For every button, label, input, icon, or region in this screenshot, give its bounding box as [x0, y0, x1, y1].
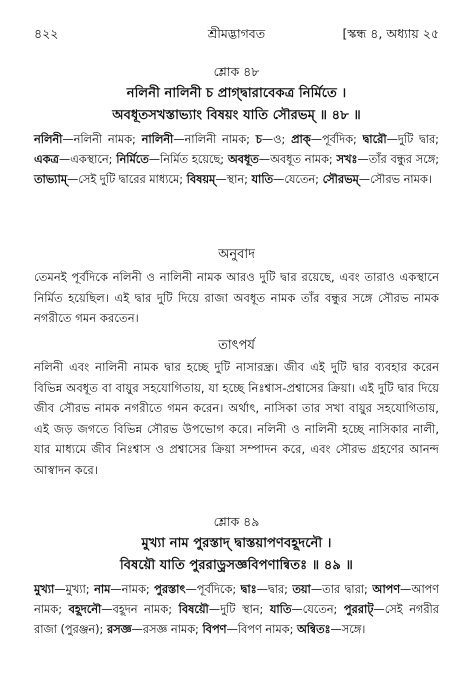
- translation-heading: অনুবাদ: [218, 247, 255, 262]
- chapter-reference: [স্কন্ধ ৪, অধ্যায় ২৫: [342, 26, 439, 41]
- synonym-meaning: —নামক;: [110, 583, 155, 596]
- synonym-meaning: —একস্থানে;: [58, 153, 117, 166]
- synonym-term: পুররাট্‌: [343, 603, 374, 616]
- synonym-term: বিপণ: [202, 623, 227, 636]
- synonym-meaning: —সঙ্গে।: [330, 623, 366, 636]
- verse-48-label: শ্লোক ৪৮: [213, 64, 260, 79]
- synonym-term: তাভ্যাম্‌: [34, 173, 67, 186]
- synonym-term: অন্বিতঃ: [296, 623, 331, 636]
- page-number: ৪২২: [34, 26, 59, 41]
- synonym-meaning: —দুটি দ্বার;: [386, 133, 439, 146]
- synonym-meaning: —সেই দুটি দ্বারের মাধ্যমে;: [67, 173, 187, 186]
- synonym-term: একত্র: [34, 153, 59, 166]
- synonym-meaning: —ও;: [261, 133, 292, 146]
- synonym-term: নাম: [94, 583, 111, 596]
- synonym-meaning: —নলিনী নামক;: [62, 133, 142, 146]
- verse-49-synonyms: [34, 580, 439, 640]
- synonym-meaning: —তার দ্বারা;: [310, 583, 373, 596]
- synonym-meaning: —বিপণ নামক;: [226, 623, 297, 636]
- purport-text: নলিনী এবং নালিনী নামক দ্বার হচ্ছে দুটি নাসারন্ধ্র। জীব এই দুটি দ্বার ব্যবহার করেন বিভিন্ন অবধূত বা বায়ুর সহযোগিতায়, যা হচ্ছে নিঃশ্বাস-প্রশ্বাসের ক্রিয়া। এই দুটি দ্বার দিয়ে জীব সৌরভ নামক নগরীতে গমন করেন। অর্থাৎ, নাসিকা তার সখা বায়ুর সহযোগিতায়, এই জড় জগতে বিভিন্ন সৌরভ উপভোগ করে। নলিনী ও নালিনী হচ্ছে নাসিকার নালী, যার মাধ্যমে জীব নিঃশ্বাস ও প্রশ্বাসের ক্রিয়া সম্পাদন করে, এবং সৌরভ গ্রহণের আনন্দ আস্বাদন করে।: [34, 360, 439, 477]
- synonym-term: রসজ্ঞ: [106, 623, 132, 636]
- synonym-term: বিষয়ৌ: [178, 603, 209, 616]
- synonym-meaning: —সৌরভ নামক।: [358, 173, 432, 186]
- synonym-term: পুরস্তাৎ: [154, 583, 186, 596]
- synonym-meaning: —যেতেন;: [273, 173, 323, 186]
- synonym-term: মুখ্যা: [34, 583, 55, 596]
- synonym-term: চ: [255, 133, 262, 146]
- synonym-meaning: —রসজ্ঞ নামক;: [131, 623, 203, 636]
- page-header: [34, 26, 439, 44]
- synonym-meaning: —যেতেন;: [291, 603, 344, 616]
- synonym-term: সখঃ: [336, 153, 358, 166]
- synonym-term: নির্মিতে: [116, 153, 149, 166]
- synonym-meaning: —মুখ্যা;: [54, 583, 95, 596]
- synonym-term: দ্বাঃ: [240, 583, 257, 596]
- verse-49-text: [34, 533, 439, 577]
- synonym-term: বহূদনৌ: [68, 603, 102, 616]
- synonym-meaning: —দুটি স্থান;: [208, 603, 270, 616]
- verse-48-line-1: নলিনী নালিনী চ প্রাগ্দ্বারাবেকত্র নির্মিতে ।: [126, 86, 347, 101]
- synonym-meaning: —অবধূত নামক;: [258, 153, 337, 166]
- verse-48-line-2: অবধূতসখস্তাভ্যাং বিষয়ং যাতি সৌরভম্‌ ॥ ৪৮ ॥: [112, 108, 361, 123]
- synonym-term: তয়া: [292, 583, 311, 596]
- verse-48-synonyms: [34, 130, 439, 190]
- synonym-term: নলিনী: [34, 133, 63, 146]
- synonym-meaning: —নির্মিত হয়েছে;: [148, 153, 228, 166]
- synonym-meaning: —নালিনী নামক;: [173, 133, 256, 146]
- synonym-meaning: —আপণ নামক;: [34, 583, 440, 616]
- verse-49-label: শ্লোক ৪৯: [213, 514, 260, 529]
- synonym-term: বিষয়ম্‌: [186, 173, 216, 186]
- translation-text: তেমনই পূর্বদিকে নলিনী ও নালিনী নামক আরও দুটি দ্বার রয়েছে, এবং তারাও একস্থানে নির্মিত হয়েছিল। এই দ্বার দুটি দিয়ে রাজা অবধূত নামক তাঁর বন্ধুর সঙ্গে সৌরভ নামক নগরীতে গমন করতেন।: [34, 270, 439, 325]
- synonym-term: দ্বারৌ: [362, 133, 387, 146]
- verse-49-line-1: মুখ্যা নাম পুরস্তাদ্‌ দ্বাস্তয়াপণবহূদনৌ ।: [141, 536, 332, 551]
- synonym-meaning: —পূর্বদিক;: [310, 133, 363, 146]
- book-title: শ্রীমদ্ভাগবত: [207, 26, 266, 41]
- synonym-term: যাতি: [251, 173, 274, 186]
- synonym-term: অবধূত: [227, 153, 259, 166]
- purport-heading: তাৎপর্য: [218, 338, 255, 353]
- synonym-meaning: —বহূদন নামক;: [101, 603, 179, 616]
- synonym-meaning: —পূর্বদিকে;: [185, 583, 241, 596]
- synonym-meaning: —সেই নগরীর রাজা (পুরঞ্জন);: [34, 603, 440, 636]
- synonym-term: নালিনী: [141, 133, 174, 146]
- synonym-meaning: —তাঁর বন্ধুর সঙ্গে;: [357, 153, 439, 166]
- verse-48-text: [34, 83, 439, 127]
- synonym-meaning: —দ্বার;: [256, 583, 293, 596]
- verse-49-line-2: বিষয়ৌ যাতি পুররাড়্রসজ্ঞবিপণান্বিতঃ ॥ ৪৯ ॥: [119, 558, 354, 573]
- synonym-term: যাতি: [269, 603, 292, 616]
- synonym-term: আপণ: [372, 583, 401, 596]
- synonym-meaning: —স্থান;: [215, 173, 252, 186]
- synonym-term: প্রাক্‌: [291, 133, 311, 146]
- synonym-term: সৌরভম্‌: [322, 173, 359, 186]
